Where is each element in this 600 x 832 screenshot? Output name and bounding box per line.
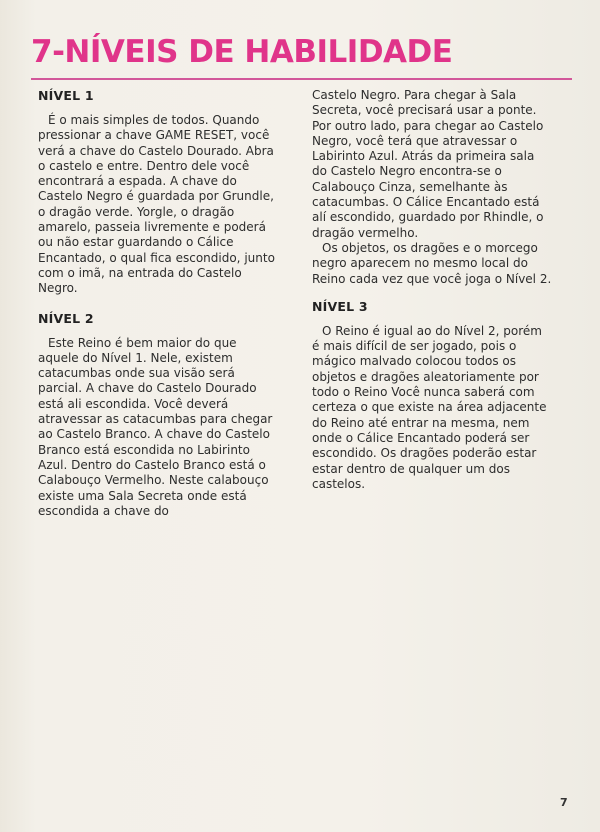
level2-text2: Os objetos, os dragões e o morcego negro aparecem no mesmo local do Reino cada vez que você joga o Nível 2. xyxy=(312,240,552,286)
level2-heading: NÍVEL 2 xyxy=(38,310,94,326)
level1-heading: NÍVEL 1 xyxy=(38,88,94,103)
title-underline xyxy=(31,78,572,80)
page-number: 7 xyxy=(560,796,568,809)
page-title: 7-NÍVEIS DE HABILIDADE xyxy=(31,34,453,70)
level2-continuation: Castelo Negro. Para chegar à Sala Secreta, você precisará usar a ponte. Por outro lado, para chegar ao Castelo Negro, você terá que atravessar o Labirinto Azul. Atrás da primeira sala do Castelo Negro encontra-se o Calabouço Cinza, semelhante às catacumbas. O Cálice Encantado está alí escondido, guardado por Rhindle, o dragão vermelho. xyxy=(312,88,544,240)
right-column xyxy=(312,88,552,492)
level2-text: Este Reino é bem maior do que aquele do Nível 1. Nele, existem catacumbas onde sua visão será parcial. A chave do Castelo Dourado está ali escondida. Você deverá atravessar as catacumbas para chegar ao Castelo Branco. A chave do Castelo Branco está escondida no Labirinto Azul. Dentro do Castelo Branco está o Calabouço Vermelho. Neste calabouço existe uma Sala Secreta onde está escondida a chave do xyxy=(38,335,273,518)
level3-text: O Reino é igual ao do Nível 2, porém é mais difícil de ser jogado, pois o mágico malvado colocou todos os objetos e dragões aleatoriamente por todo o Reino Você nunca saberá com certeza o que existe na área adjacente do Reino até entrar na mesma, nem onde o Cálice Encantado poderá ser escondido. Os dragões poderão estar estar dentro de qualquer um dos castelos. xyxy=(312,323,547,491)
level3-heading: NÍVEL 3 xyxy=(312,298,368,314)
level1-text: É o mais simples de todos. Quando pressionar a chave GAME RESET, você verá a chave do Castelo Dourado. Abra o castelo e entre. Dentro dele você encontrará a espada. A chave do Castelo Negro é guardada por Grundle, o dragão verde. Yorgle, o dragão amarelo, passeia livremente e poderá ou não estar guardando o Cálice Encantado, o qual fica escondido, junto com o imã, na entrada do Castelo Negro. xyxy=(38,113,275,296)
left-column xyxy=(38,88,278,519)
